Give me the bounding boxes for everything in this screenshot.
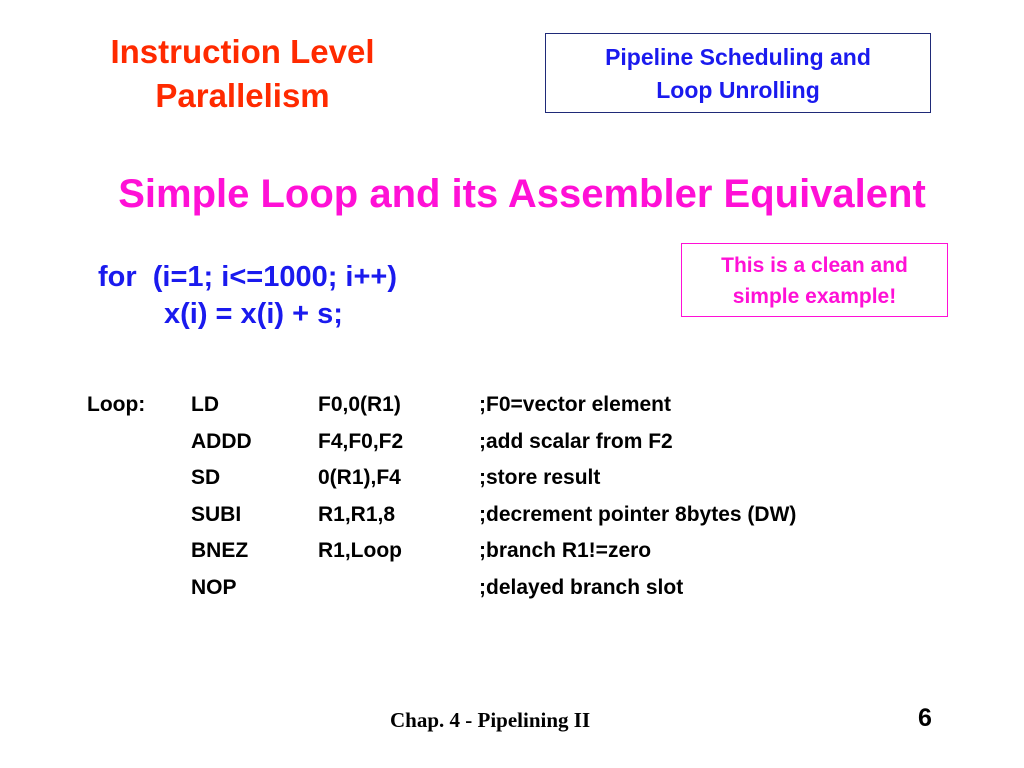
slide-title: Simple Loop and its Assembler Equivalent xyxy=(118,172,926,216)
asm-comment: ;branch R1!=zero xyxy=(479,539,652,562)
asm-comment: ;store result xyxy=(479,466,601,489)
assembly-row xyxy=(0,497,1024,534)
note-box xyxy=(681,243,948,317)
asm-opcode: ADDD xyxy=(191,429,252,453)
page-number: 6 xyxy=(918,704,932,732)
asm-opcode: SD xyxy=(191,466,221,489)
c-code-line-1: for (i=1; i<=1000; i++) xyxy=(98,261,398,293)
topic-line-2: Loop Unrolling xyxy=(656,77,820,103)
c-code-line-2: x(i) = x(i) + s; xyxy=(164,298,343,330)
asm-operands: R1,R1,8 xyxy=(318,502,396,526)
assembly-row xyxy=(0,533,1024,570)
asm-operands: F4,F0,F2 xyxy=(318,429,404,453)
asm-comment: ;delayed branch slot xyxy=(479,575,684,599)
asm-opcode: NOP xyxy=(191,575,237,599)
assembly-listing xyxy=(0,387,1024,606)
asm-comment: ;decrement pointer 8bytes (DW) xyxy=(479,502,797,526)
asm-opcode: SUBI xyxy=(191,502,242,526)
section-title-line-2: Parallelism xyxy=(155,77,330,114)
asm-comment: ;add scalar from F2 xyxy=(479,429,673,453)
asm-opcode: BNEZ xyxy=(191,539,249,562)
footer-chapter: Chap. 4 - Pipelining II xyxy=(390,708,591,732)
topic-line-1: Pipeline Scheduling and xyxy=(605,44,871,70)
asm-label: Loop: xyxy=(87,393,146,416)
note-line-1: This is a clean and xyxy=(721,254,908,277)
topic-box xyxy=(545,33,931,113)
asm-comment: ;F0=vector element xyxy=(479,393,671,416)
asm-operands: 0(R1),F4 xyxy=(318,466,401,489)
asm-operands: F0,0(R1) xyxy=(318,393,401,416)
section-title xyxy=(70,30,415,118)
assembly-row xyxy=(0,460,1024,497)
assembly-row xyxy=(0,424,1024,461)
assembly-row xyxy=(0,570,1024,607)
note-line-2: simple example! xyxy=(732,285,897,308)
section-title-line-1: Instruction Level xyxy=(110,33,375,70)
assembly-row xyxy=(0,387,1024,424)
asm-opcode: LD xyxy=(191,393,219,416)
asm-operands: R1,Loop xyxy=(318,539,402,562)
